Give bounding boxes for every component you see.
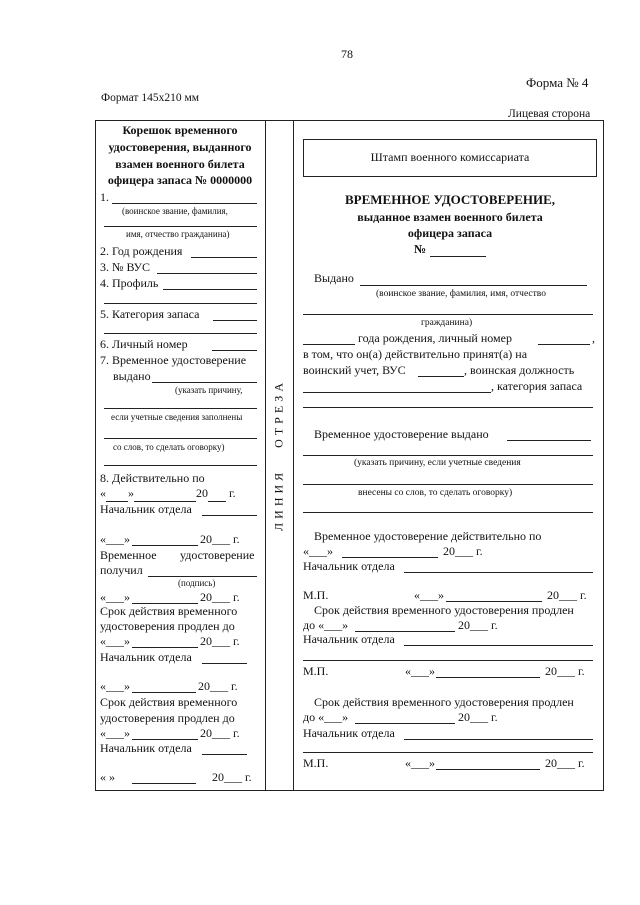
stub-item-1: 1.: [100, 190, 109, 204]
cut-line-divider: [293, 120, 294, 790]
cert-fill-line: [418, 376, 464, 377]
stub-fill-line: [213, 320, 257, 321]
cert-fill-line: [303, 455, 593, 456]
cert-title-3: офицера запаса: [407, 226, 493, 240]
stub-fill-line: [202, 754, 247, 755]
mp-2-date: «___»: [405, 664, 435, 678]
chief-3-label: Начальник отдела: [303, 726, 395, 740]
stub-issued: выдано: [113, 369, 151, 383]
chief-2-label: Начальник отдела: [303, 632, 395, 646]
stub-date-6-year: 20___ г.: [200, 726, 240, 740]
stub-fill-line: [132, 692, 196, 693]
mp-3-date: «___»: [405, 756, 435, 770]
cert-fill-line: [404, 645, 593, 646]
stub-birth-year: 2. Год рождения: [100, 244, 183, 258]
page-number: 78: [341, 47, 353, 61]
stub-hint-reason: (указать причину,: [175, 385, 243, 395]
cert-fill-line: [436, 677, 540, 678]
stub-fill-line: [132, 739, 198, 740]
stub-extend-1b: удостоверения продлен до: [100, 619, 235, 633]
stub-date-5-year: 20___ г.: [198, 679, 238, 693]
cert-fill-line: [404, 572, 593, 573]
hint-name-2: гражданина): [421, 318, 473, 328]
stub-hint-note: со слов, то сделать оговорку): [113, 442, 225, 452]
cut-line-word-1: ЛИНИЯ: [271, 468, 286, 531]
stub-date-7: « »: [100, 770, 115, 784]
stub-date-2: «___»: [100, 532, 130, 546]
stub-title-2: удостоверения, выданного: [108, 140, 252, 154]
stub-fill-line: [112, 203, 257, 204]
stub-received-2: удостоверение: [180, 548, 255, 562]
accepted-line-2a: воинский учет, ВУС: [303, 363, 406, 377]
stub-fill-line: [132, 647, 198, 648]
stub-date-1: « » 20 г.: [100, 486, 236, 500]
stub-fill-line: [104, 333, 257, 334]
format-label: Формат 145х210 мм: [101, 92, 199, 104]
extend-1-year: 20___ г.: [458, 618, 498, 632]
stub-signature-hint: (подпись): [178, 578, 216, 588]
stub-fill-line: [212, 350, 257, 351]
mp-1-date: «___»: [414, 588, 444, 602]
stub-fill-line: [157, 273, 257, 274]
cert-fill-line: [303, 660, 593, 661]
extend-2-label: Срок действия временного удостоверения продлен: [314, 695, 574, 709]
stub-extend-1a: Срок действия временного: [100, 604, 238, 618]
extend-2-year: 20___ г.: [458, 710, 498, 724]
stub-date-3-year: 20___ г.: [200, 590, 240, 604]
cert-fill-line: [303, 512, 593, 513]
stub-vus: 3. № ВУС: [100, 260, 150, 274]
stub-fill-line: [104, 303, 257, 304]
cert-title-2: выданное взамен военного билета: [357, 210, 543, 224]
stub-fill-line: [132, 783, 196, 784]
stub-extend-2a: Срок действия временного: [100, 695, 238, 709]
stub-fill-line: [104, 438, 257, 439]
stub-valid-until: 8. Действительно по: [100, 471, 205, 485]
cert-fill-line: [538, 344, 590, 345]
stub-profile: 4. Профиль: [100, 276, 159, 290]
cert-issued-label: Временное удостоверение выдано: [314, 427, 489, 441]
stub-fill-line: [202, 515, 257, 516]
stub-date-5: «___»: [100, 679, 130, 693]
cert-fill-line: [430, 256, 486, 257]
cert-fill-line: [436, 769, 540, 770]
cut-line-label: [272, 379, 287, 531]
stub-hint-patronymic: имя, отчество гражданина): [126, 229, 230, 239]
valid-label: Временное удостоверение действительно по: [314, 529, 542, 543]
stub-fill-line: [163, 289, 257, 290]
stub-chief-2: Начальник отдела: [100, 650, 192, 664]
cert-title-1: ВРЕМЕННОЕ УДОСТОВЕРЕНИЕ,: [344, 192, 556, 207]
stub-date-6: «___»: [100, 726, 130, 740]
stub-title-4: офицера запаса № 0000000: [107, 173, 253, 187]
stub-personal-number: 6. Личный номер: [100, 337, 188, 351]
mp-1: М.П.: [303, 588, 329, 602]
extend-1-date: до «___»: [303, 618, 349, 632]
hint-reason-2: внесены со слов, то сделать оговорку): [358, 488, 513, 498]
valid-date: «___»: [303, 544, 333, 558]
stub-chief-1: Начальник отдела: [100, 502, 192, 516]
stub-date-2-year: 20___ г.: [200, 532, 240, 546]
stub-date-4: «___»: [100, 634, 130, 648]
cert-fill-line: [303, 752, 593, 753]
birth-line: года рождения, личный номер: [358, 331, 512, 345]
mp-1-year: 20___ г.: [547, 588, 587, 602]
stub-title-3: взамен военного билета: [115, 157, 245, 171]
form-number: Форма № 4: [526, 75, 589, 90]
comma: ,: [592, 331, 595, 345]
stub-reserve-category: 5. Категория запаса: [100, 307, 200, 321]
hint-reason-1: (указать причину, если учетные сведения: [354, 458, 521, 468]
category-label: , категория запаса: [491, 379, 583, 393]
cut-line-word-2: ОТРЕЗА: [271, 379, 286, 448]
stub-title-1: Корешок временного: [122, 123, 238, 137]
mp-2: М.П.: [303, 664, 329, 678]
stub-fill-line: [152, 382, 257, 383]
stub-fill-line: [104, 465, 257, 466]
extend-1-label: Срок действия временного удостоверения продлен: [314, 603, 574, 617]
stub-hint-data: если учетные сведения заполнены: [111, 412, 243, 422]
stub-hint-name: (воинское звание, фамилия,: [122, 206, 228, 216]
accepted-line-2b: , воинская должность: [464, 363, 575, 377]
stub-fill-line: [148, 576, 257, 577]
cert-fill-line: [303, 392, 491, 393]
stub-chief-3: Начальник отдела: [100, 741, 192, 755]
valid-date-year: 20___ г.: [443, 544, 483, 558]
cert-fill-line: [303, 314, 593, 315]
extend-2-date: до «___»: [303, 710, 349, 724]
cert-fill-line: [360, 285, 587, 286]
stub-fill-line: [104, 226, 257, 227]
accepted-line-1: в том, что он(а) действительно принят(а) на: [303, 347, 528, 361]
stamp-label: Штамп военного комиссариата: [370, 150, 530, 164]
stub-date-3: «___»: [100, 590, 130, 604]
stub-fill-line: [132, 545, 198, 546]
cert-fill-line: [507, 440, 591, 441]
stub-date-4-year: 20___ г.: [200, 634, 240, 648]
stub-extend-2b: удостоверения продлен до: [100, 711, 235, 725]
mp-3: М.П.: [303, 756, 329, 770]
cert-fill-line: [342, 557, 438, 558]
cert-number-label: №: [414, 242, 427, 256]
stub-fill-line: [191, 257, 257, 258]
cert-fill-line: [303, 344, 355, 345]
stub-divider: [265, 120, 266, 790]
mp-3-year: 20___ г.: [545, 756, 585, 770]
cert-fill-line: [303, 407, 593, 408]
cert-fill-line: [446, 601, 542, 602]
mp-2-year: 20___ г.: [545, 664, 585, 678]
side-label: Лицевая сторона: [508, 108, 591, 120]
stub-fill-line: [202, 663, 247, 664]
issued-to-label: Выдано: [314, 271, 354, 285]
cert-fill-line: [404, 739, 593, 740]
stub-received-1: Временное: [100, 548, 157, 562]
chief-1-label: Начальник отдела: [303, 559, 395, 573]
stub-temp-cert: 7. Временное удостоверение: [100, 353, 247, 367]
hint-name-1: (воинское звание, фамилия, имя, отчество: [376, 289, 546, 299]
stub-received-3: получил: [100, 563, 143, 577]
cert-fill-line: [355, 723, 455, 724]
stub-fill-line: [104, 408, 257, 409]
cert-fill-line: [303, 484, 593, 485]
stub-date-7-year: 20___ г.: [212, 770, 252, 784]
